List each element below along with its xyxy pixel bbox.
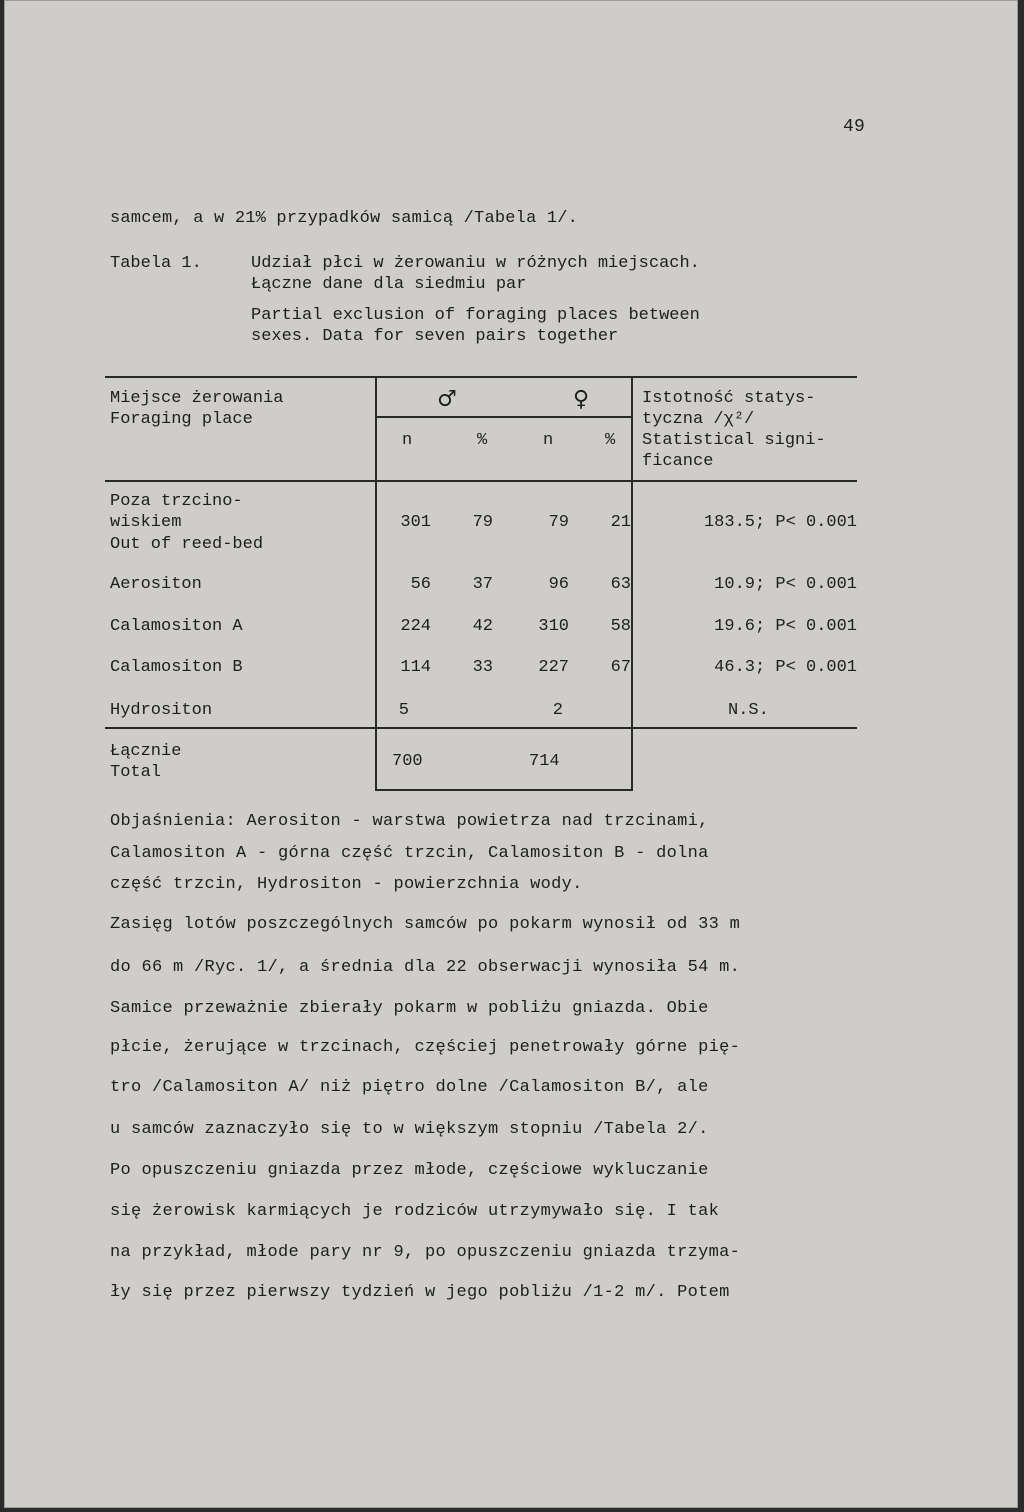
row-male-n: 56 (410, 575, 431, 594)
row-place-line: Poza trzcino- (110, 492, 243, 511)
row-place-line: Hydrositon (110, 701, 213, 720)
row-male-pct: 42 (472, 617, 493, 636)
header-male-pct: % (477, 431, 488, 450)
table-caption-en-1: Partial exclusion of foraging places between (251, 306, 700, 325)
row-male-n: 301 (400, 513, 431, 532)
row-female-n: 227 (538, 658, 569, 677)
total-male-n: 700 (392, 752, 423, 771)
row-significance: 183.5; P< 0.001 (703, 513, 857, 532)
row-female-pct: 63 (610, 575, 631, 594)
total-female-n: 714 (529, 752, 560, 771)
note-line: Calamositon A - górna część trzcin, Calamositon B - dolna (110, 844, 709, 863)
table-caption-en-2: sexes. Data for seven pairs together (251, 327, 619, 346)
female-symbol-icon: ♀ (573, 387, 590, 412)
row-female-pct: 21 (610, 513, 631, 532)
header-sig-3: Statistical signi- (642, 431, 826, 450)
body-line: płcie, żerujące w trzcinach, częściej penetrowały górne pię- (110, 1038, 741, 1057)
page-number: 49 (843, 117, 866, 137)
table-header-rule (105, 480, 857, 482)
table-total-bottom-rule (375, 789, 633, 791)
male-symbol-icon: ♂ (437, 387, 457, 412)
row-male-pct: 37 (472, 575, 493, 594)
note-line: Objaśnienia: Aerositon - warstwa powietrza nad trzcinami, (110, 812, 709, 831)
note-line: część trzcin, Hydrositon - powierzchnia wody. (110, 875, 583, 894)
body-line: tro /Calamositon A/ niż piętro dolne /Calamositon B/, ale (110, 1078, 709, 1097)
header-place-en: Foraging place (110, 410, 253, 429)
table-subheader-rule (375, 416, 633, 418)
intro-line: samcem, a w 21% przypadków samicą /Tabela 1/. (110, 209, 579, 228)
row-place-line: Calamositon B (110, 658, 243, 677)
row-female-n: 79 (548, 513, 569, 532)
body-line: do 66 m /Ryc. 1/, a średnia dla 22 obserwacji wynosiła 54 m. (110, 958, 741, 977)
row-significance: N.S. (728, 701, 769, 720)
header-sig-4: ficance (642, 452, 714, 471)
table-caption-pl-2: Łączne dane dla siedmiu par (251, 275, 527, 294)
row-male-n: 5 (398, 701, 409, 720)
row-place-line: Aerositon (110, 575, 202, 594)
header-female-n: n (543, 431, 554, 450)
body-line: Zasięg lotów poszczególnych samców po pokarm wynosił od 33 m (110, 915, 741, 934)
table-top-rule (105, 376, 857, 378)
row-place-line: Calamositon A (110, 617, 243, 636)
header-sig-2: tyczna /χ²/ (642, 410, 755, 429)
table-caption-label: Tabela 1. (110, 254, 202, 273)
row-male-pct: 33 (472, 658, 493, 677)
header-male-n: n (402, 431, 413, 450)
row-female-n: 2 (552, 701, 563, 720)
body-line: się żerowisk karmiących je rodziców utrzymywało się. I tak (110, 1202, 720, 1221)
total-label-en: Total (110, 763, 162, 782)
header-place-pl: Miejsce żerowania (110, 389, 284, 408)
row-significance: 46.3; P< 0.001 (714, 658, 857, 677)
body-line: u samców zaznaczyło się to w większym stopniu /Tabela 2/. (110, 1120, 709, 1139)
body-line: Samice przeważnie zbierały pokarm w pobliżu gniazda. Obie (110, 999, 709, 1018)
row-male-n: 114 (400, 658, 431, 677)
table-vrule-right (631, 376, 633, 791)
table-caption-pl-1: Udział płci w żerowaniu w różnych miejscach. (251, 254, 700, 273)
row-significance: 10.9; P< 0.001 (714, 575, 857, 594)
body-line: ły się przez pierwszy tydzień w jego pobliżu /1-2 m/. Potem (110, 1283, 730, 1302)
row-male-n: 224 (400, 617, 431, 636)
row-significance: 19.6; P< 0.001 (714, 617, 857, 636)
row-place-line: Out of reed-bed (110, 535, 264, 554)
row-female-pct: 58 (610, 617, 631, 636)
table-body-bottom-rule (105, 727, 857, 729)
row-female-n: 96 (548, 575, 569, 594)
row-male-pct: 79 (472, 513, 493, 532)
header-female-pct: % (605, 431, 616, 450)
total-label-pl: Łącznie (110, 742, 182, 761)
row-place-line: wiskiem (110, 513, 182, 532)
body-line: na przykład, młode pary nr 9, po opuszczeniu gniazda trzyma- (110, 1243, 741, 1262)
document-page (4, 0, 1018, 1508)
row-female-n: 310 (538, 617, 569, 636)
header-sig-1: Istotność statys- (642, 389, 816, 408)
body-line: Po opuszczeniu gniazda przez młode, częściowe wykluczanie (110, 1161, 709, 1180)
row-female-pct: 67 (610, 658, 631, 677)
